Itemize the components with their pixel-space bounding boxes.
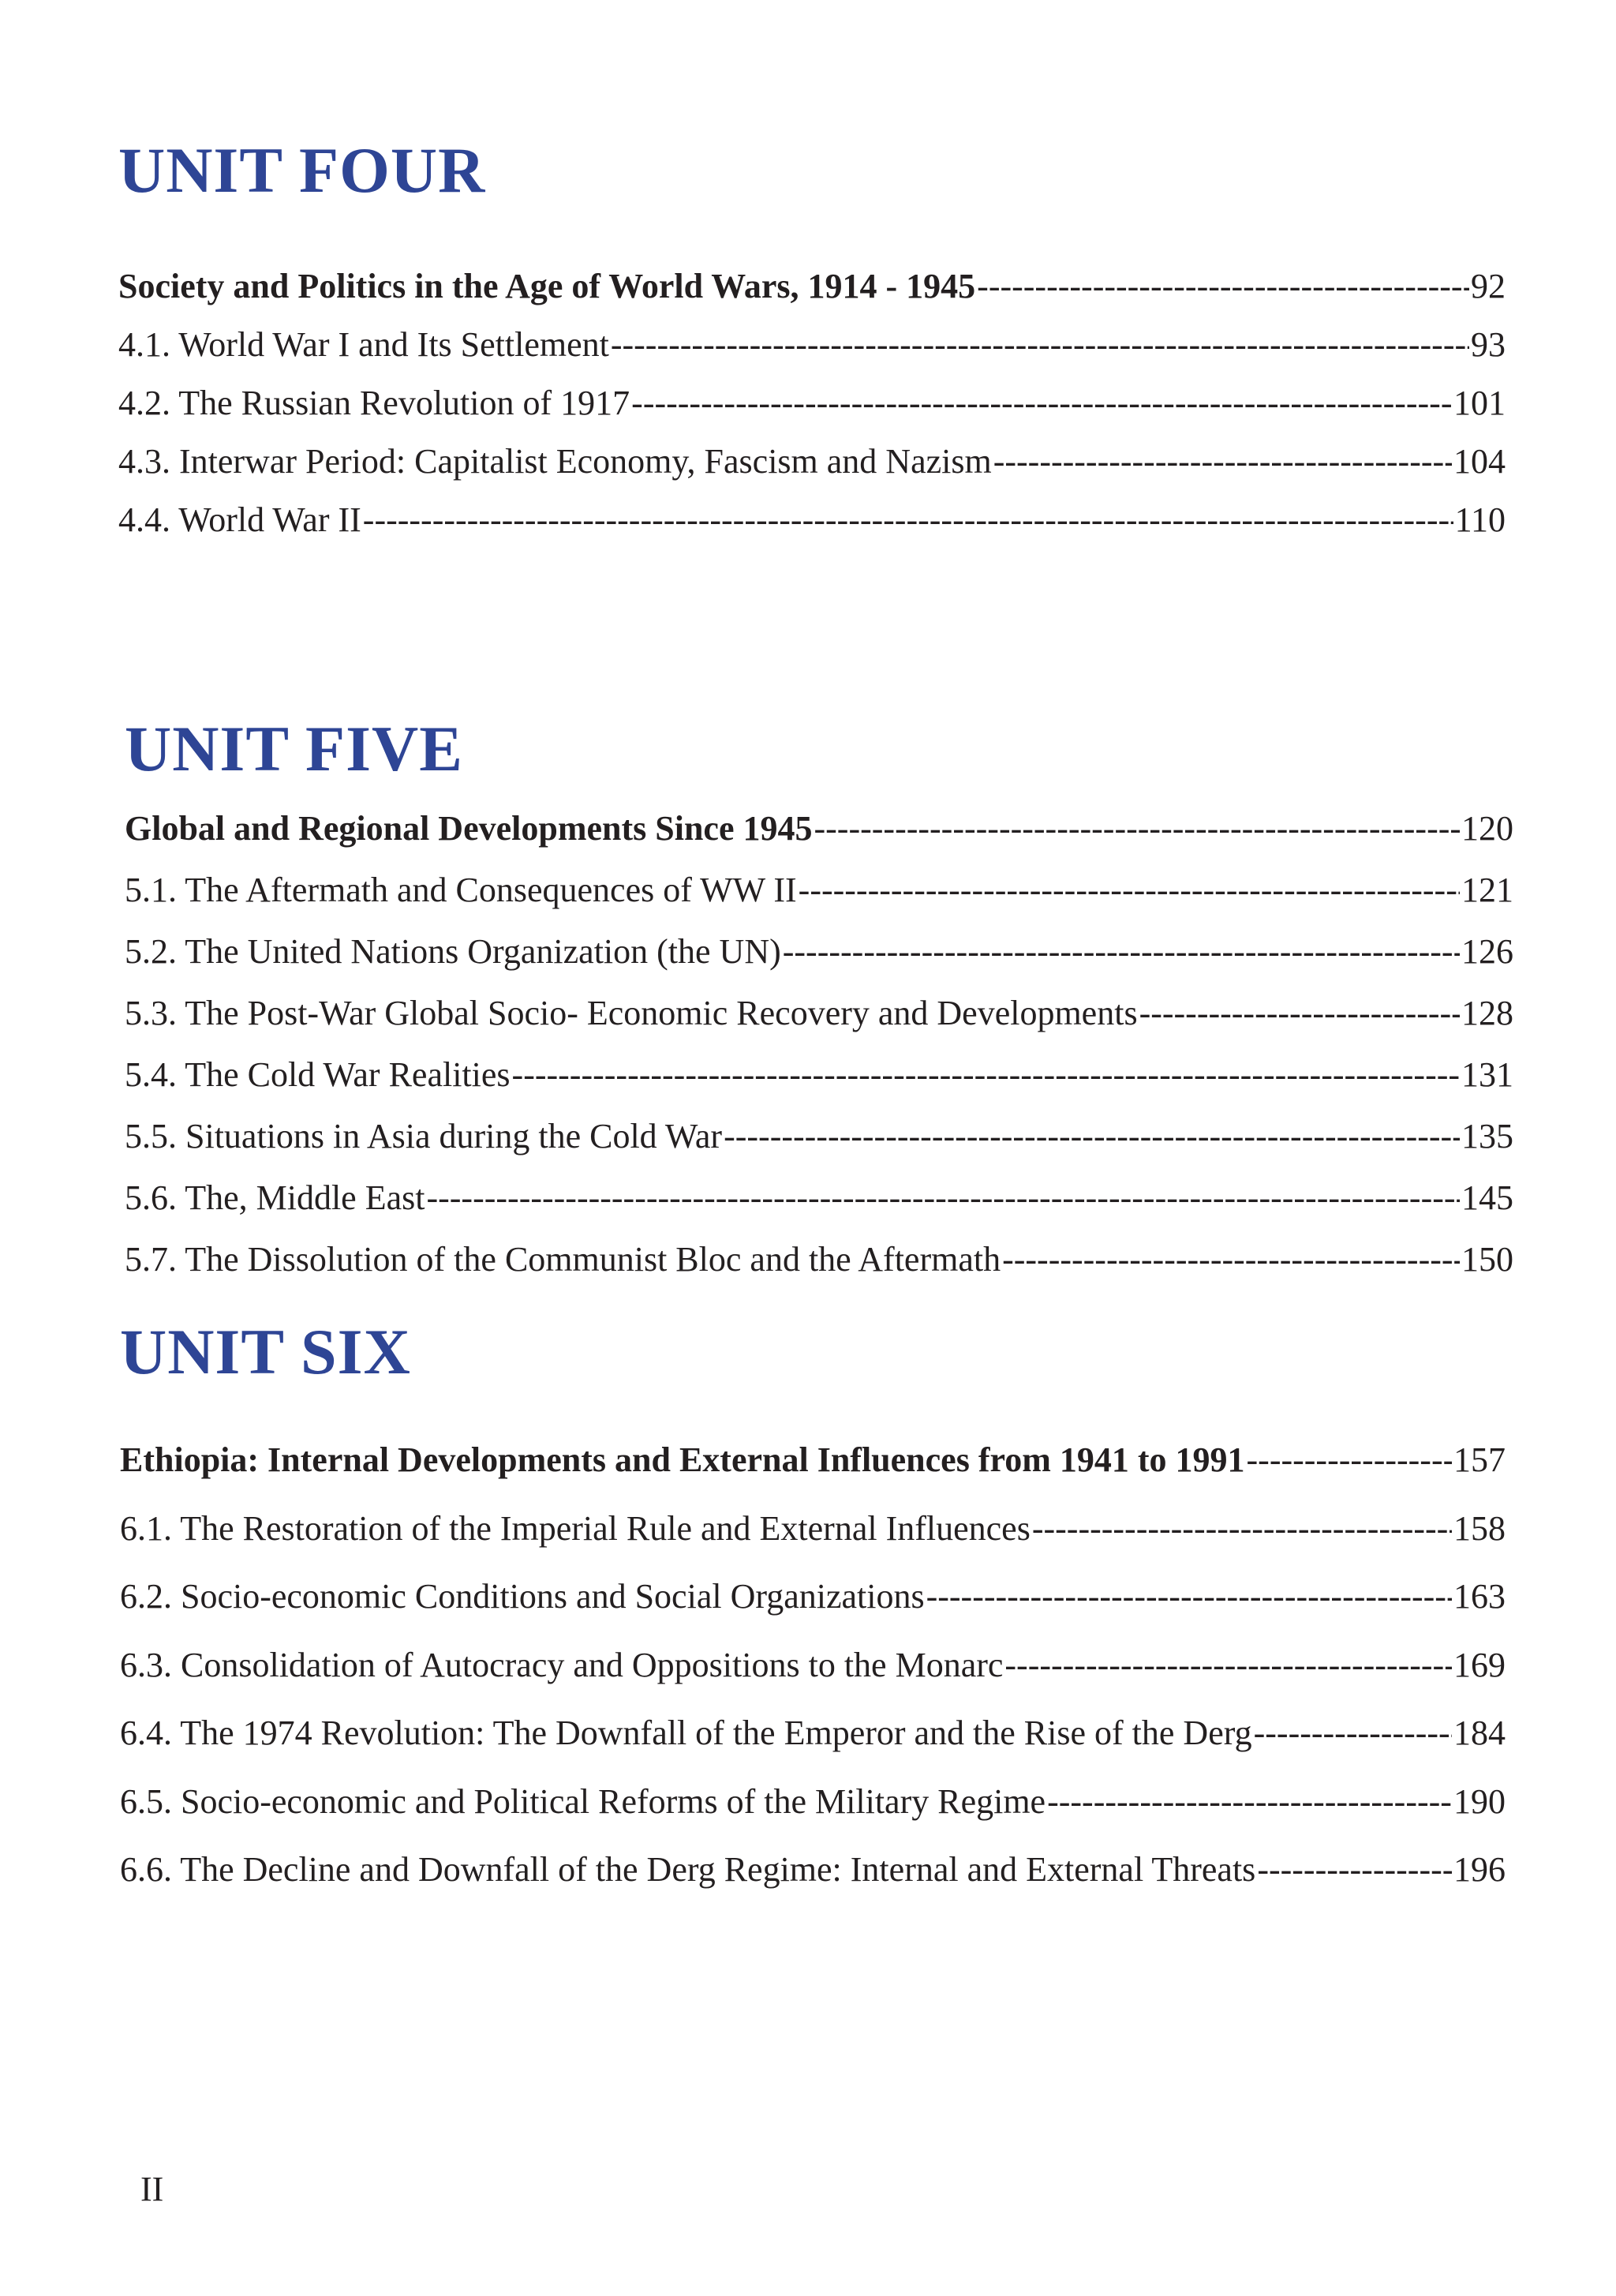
toc-entry[interactable] <box>125 931 1513 993</box>
toc-entry-text: 6.2. Socio-economic Conditions and Social Organizations <box>120 1577 925 1616</box>
toc-page-number: 120 <box>1461 809 1513 848</box>
toc-page-number: 126 <box>1461 932 1513 971</box>
toc-entry[interactable] <box>125 1178 1513 1239</box>
toc-entry-text: 5.2. The United Nations Organization (the UN) <box>125 932 781 971</box>
dot-leader <box>724 1116 1460 1156</box>
toc-entry[interactable] <box>125 870 1513 931</box>
dot-leader <box>1047 1781 1452 1822</box>
dot-leader <box>1247 1440 1452 1480</box>
toc-entry[interactable] <box>120 1849 1506 1918</box>
toc-entry-text: Society and Politics in the Age of World Wars, 1914 - 1945 <box>118 267 976 305</box>
toc-entry-text: 5.4. The Cold War Realities <box>125 1055 511 1094</box>
toc-page-number: 158 <box>1453 1508 1506 1548</box>
toc-entry-text: 5.5. Situations in Asia during the Cold War <box>125 1117 723 1155</box>
unit-title: UNIT SIX <box>120 1316 411 1388</box>
toc-entry-text: Ethiopia: Internal Developments and External Influences from 1941 to 1991 <box>120 1440 1245 1479</box>
dot-leader <box>926 1576 1452 1616</box>
toc-entry-text: 6.4. The 1974 Revolution: The Downfall of the Emperor and the Rise of the Derg <box>120 1714 1252 1752</box>
unit-four-section <box>118 134 1506 558</box>
toc-page-number: 93 <box>1471 325 1506 364</box>
toc-entry[interactable] <box>125 1239 1513 1301</box>
toc-entry[interactable] <box>118 383 1506 441</box>
toc-page-number: 157 <box>1453 1440 1506 1479</box>
dot-leader <box>783 931 1460 972</box>
dot-leader <box>1004 1645 1452 1685</box>
dot-leader <box>993 441 1452 481</box>
toc-entry[interactable] <box>125 1116 1513 1178</box>
dot-leader <box>363 500 1453 540</box>
dot-leader <box>1257 1849 1452 1890</box>
toc-entry-text: 6.6. The Decline and Downfall of the Derg Regime: Internal and External Threats <box>120 1850 1256 1889</box>
toc-page-number: 190 <box>1453 1781 1506 1821</box>
toc-entry-text: 6.5. Socio-economic and Political Reforms of the Military Regime <box>120 1781 1046 1821</box>
dot-leader <box>814 808 1461 848</box>
toc-page-number: 135 <box>1461 1117 1513 1155</box>
dot-leader <box>631 383 1452 423</box>
toc-entry-text: 5.1. The Aftermath and Consequences of WW II <box>125 871 797 909</box>
toc-page-number: 131 <box>1461 1055 1513 1094</box>
toc-entry-text: 6.3. Consolidation of Autocracy and Oppositions to the Monarc <box>120 1645 1004 1684</box>
unit-six-section <box>120 1316 1506 1918</box>
toc-entry[interactable] <box>120 1781 1506 1850</box>
toc-entry[interactable] <box>120 1576 1506 1645</box>
toc-entry[interactable] <box>120 1508 1506 1577</box>
toc-entry-text: 6.1. The Restoration of the Imperial Rule and External Influences <box>120 1508 1031 1548</box>
dot-leader <box>611 324 1469 365</box>
toc-entry[interactable] <box>120 1713 1506 1781</box>
toc-page-number: 101 <box>1453 384 1506 422</box>
unit-title: UNIT FOUR <box>118 134 486 206</box>
toc-page-number: 121 <box>1461 871 1513 909</box>
toc-entry-text: Global and Regional Developments Since 1945 <box>125 809 813 848</box>
toc-entry-text: 4.3. Interwar Period: Capitalist Economy, Fascism and Nazism <box>118 442 992 481</box>
unit-title: UNIT FIVE <box>125 713 463 785</box>
toc-page-number: 110 <box>1454 500 1506 539</box>
toc-entry-text: 5.6. The, Middle East <box>125 1178 425 1217</box>
toc-page-number: 92 <box>1471 267 1506 305</box>
dot-leader <box>977 266 1469 306</box>
dot-leader <box>426 1178 1460 1218</box>
toc-chapter-heading[interactable] <box>125 808 1513 870</box>
toc-page-number: 184 <box>1453 1714 1506 1752</box>
toc-entry[interactable] <box>118 324 1506 383</box>
toc-entry-text: 4.2. The Russian Revolution of 1917 <box>118 384 630 422</box>
unit-five-section <box>125 713 1513 1301</box>
toc-page-number: 163 <box>1453 1577 1506 1616</box>
toc-page-number: 169 <box>1453 1645 1506 1684</box>
toc-entry-text: 5.7. The Dissolution of the Communist Bloc and the Aftermath <box>125 1240 1001 1279</box>
toc-entry-text: 4.4. World War II <box>118 500 361 539</box>
toc-page-number: 145 <box>1461 1178 1513 1217</box>
toc-page-number: 150 <box>1461 1240 1513 1279</box>
page-number: II <box>140 2170 164 2208</box>
toc-entry-text: 4.1. World War I and Its Settlement <box>118 325 609 364</box>
toc-entry[interactable] <box>120 1645 1506 1714</box>
toc-entry[interactable] <box>118 500 1506 558</box>
dot-leader <box>1254 1713 1452 1753</box>
toc-chapter-heading[interactable] <box>118 266 1506 324</box>
toc-entry[interactable] <box>118 441 1506 500</box>
dot-leader <box>1032 1508 1452 1549</box>
toc-page-number: 104 <box>1453 442 1506 481</box>
dot-leader <box>799 870 1460 910</box>
dot-leader <box>1002 1239 1460 1279</box>
toc-chapter-heading[interactable] <box>120 1440 1506 1508</box>
toc-entry[interactable] <box>125 993 1513 1054</box>
toc-page-number: 196 <box>1453 1850 1506 1889</box>
toc-entry[interactable] <box>125 1054 1513 1116</box>
toc-page-number: 128 <box>1461 994 1513 1032</box>
dot-leader <box>1139 993 1460 1033</box>
dot-leader <box>512 1054 1460 1095</box>
toc-entry-text: 5.3. The Post-War Global Socio- Economic Recovery and Developments <box>125 994 1138 1032</box>
